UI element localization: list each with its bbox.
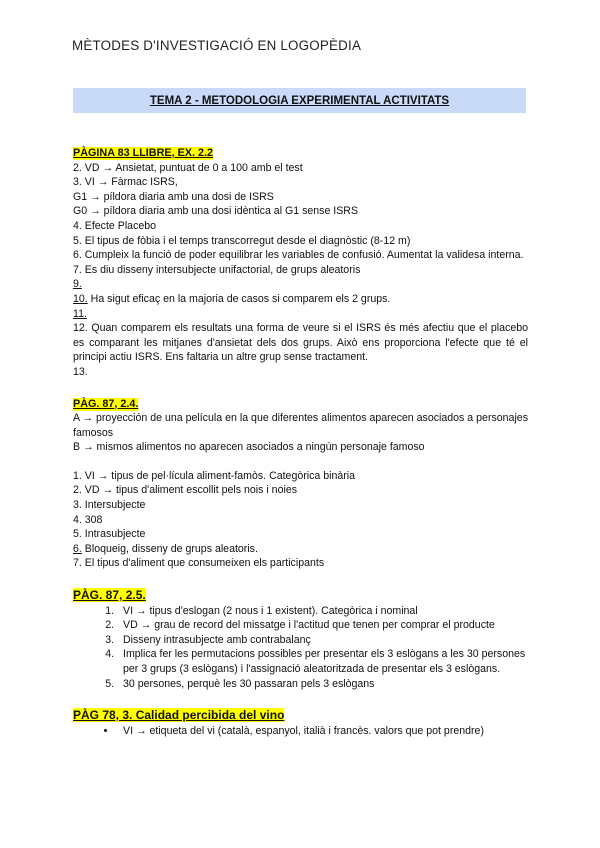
s1-line: 7. Es diu disseny intersubjecte unifactorial, de grups aleatoris [73, 263, 361, 276]
document-title: TEMA 2 - METODOLOGIA EXPERIMENTAL ACTIVITATS [149, 94, 450, 107]
s1-line: 9. [73, 278, 82, 291]
s1-number: 10. [73, 292, 88, 305]
s1-line: G1 → píldora diaria amb una dosi de ISRS [73, 190, 274, 203]
s2-line: 3. Intersubjecte [73, 499, 146, 512]
section-heading-4: PÀG 78, 3. Calidad percibida del vino [73, 708, 285, 723]
s1-line: 11. [73, 307, 87, 320]
s2-line [73, 542, 528, 557]
s1-line: 5. El tipus de fòbia i el temps transcorregut desde el diagnòstic (8-12 m) [73, 234, 411, 247]
list-item: 2. VD → grau de record del missatge i l'actitud que tenen per comprar el producte [117, 618, 528, 633]
title-banner [73, 88, 526, 113]
s4-list [73, 724, 528, 739]
section-heading-3: PÀG. 87, 2.5. [73, 588, 146, 603]
list-item: • VI → etiqueta del vi (català, espanyol, italià i francès. valors que pot prendre) [117, 724, 528, 739]
list-item: 1. VI → tipus d'eslogan (2 nous i 1 existent). Categòrica i nominal [117, 604, 528, 619]
section-heading-2: PÀG. 87, 2.4. [73, 397, 139, 410]
s2-line: 7. El tipus d'aliment que consumeixen els participants [73, 557, 325, 570]
s1-line: G0 → píldora diaria amb una dosi idèntica al G1 sense ISRS [73, 205, 359, 218]
s1-line: 2. VD → Ansietat, puntuat de 0 a 100 amb el test [73, 161, 303, 174]
s2-line: 4. 308 [73, 513, 103, 526]
list-item: 3. Disseny intrasubjecte amb contrabalanç [117, 633, 528, 648]
s2-line: B → mismos alimentos no aparecen asociados a ningún personaje famoso [73, 441, 425, 454]
list-item: 4. Implica fer les permutacions possibles per presentar els 3 eslògans a les 30 persones per 3 grups (3 eslògans) i l'assignació aleatoritzada de presentar els 3 eslògans. [117, 647, 528, 676]
s2-text: Bloqueig, disseny de grups aleatoris. [81, 542, 258, 555]
s2-line: 1. VI → tipus de pel·lícula aliment-famòs. Categòrica binària [73, 469, 356, 482]
s3-list [73, 604, 528, 692]
page-header: MÈTODES D'INVESTIGACIÓ EN LOGOPÈDIA [72, 38, 362, 53]
s2-line: 2. VD → tipus d'aliment escollit pels nois i noies [73, 484, 298, 497]
s2-line: 5. Intrasubjecte [73, 528, 146, 541]
s2-number: 6. [73, 542, 82, 555]
s1-line [73, 292, 528, 307]
section-heading-1: PÀGINA 83 LLIBRE, EX. 2.2 [73, 147, 213, 159]
s1-text: Ha sigut eficaç en la majoria de casos si comparem els 2 grups. [87, 292, 391, 305]
document-body [73, 146, 528, 738]
s1-paragraph: 12. Quan comparem els resultats una forma de veure si el ISRS és més afectiu que el placebo es comparant les mitjanes d'ansietat dels dos grups. Això ens proporciona l'efecte que té el principi actiu ISRS. Ens faltaria un altre grup sense tractament. [73, 322, 528, 364]
s1-line: 4. Efecte Placebo [73, 219, 157, 232]
s1-line: 6. Cumpleix la funció de poder equilibrar les variables de confusió. Aumentat la validesa interna. [73, 249, 524, 262]
s2-paragraph: A → proyección de una película en la que diferentes alimentos aparecen asociados a personajes famosos [73, 412, 528, 439]
s1-line: 13. [73, 365, 88, 378]
list-item: 5. 30 persones, perquè les 30 passaran pels 3 eslògans [117, 677, 528, 692]
s1-line: 3. VI → Fàrmac ISRS, [73, 176, 178, 189]
